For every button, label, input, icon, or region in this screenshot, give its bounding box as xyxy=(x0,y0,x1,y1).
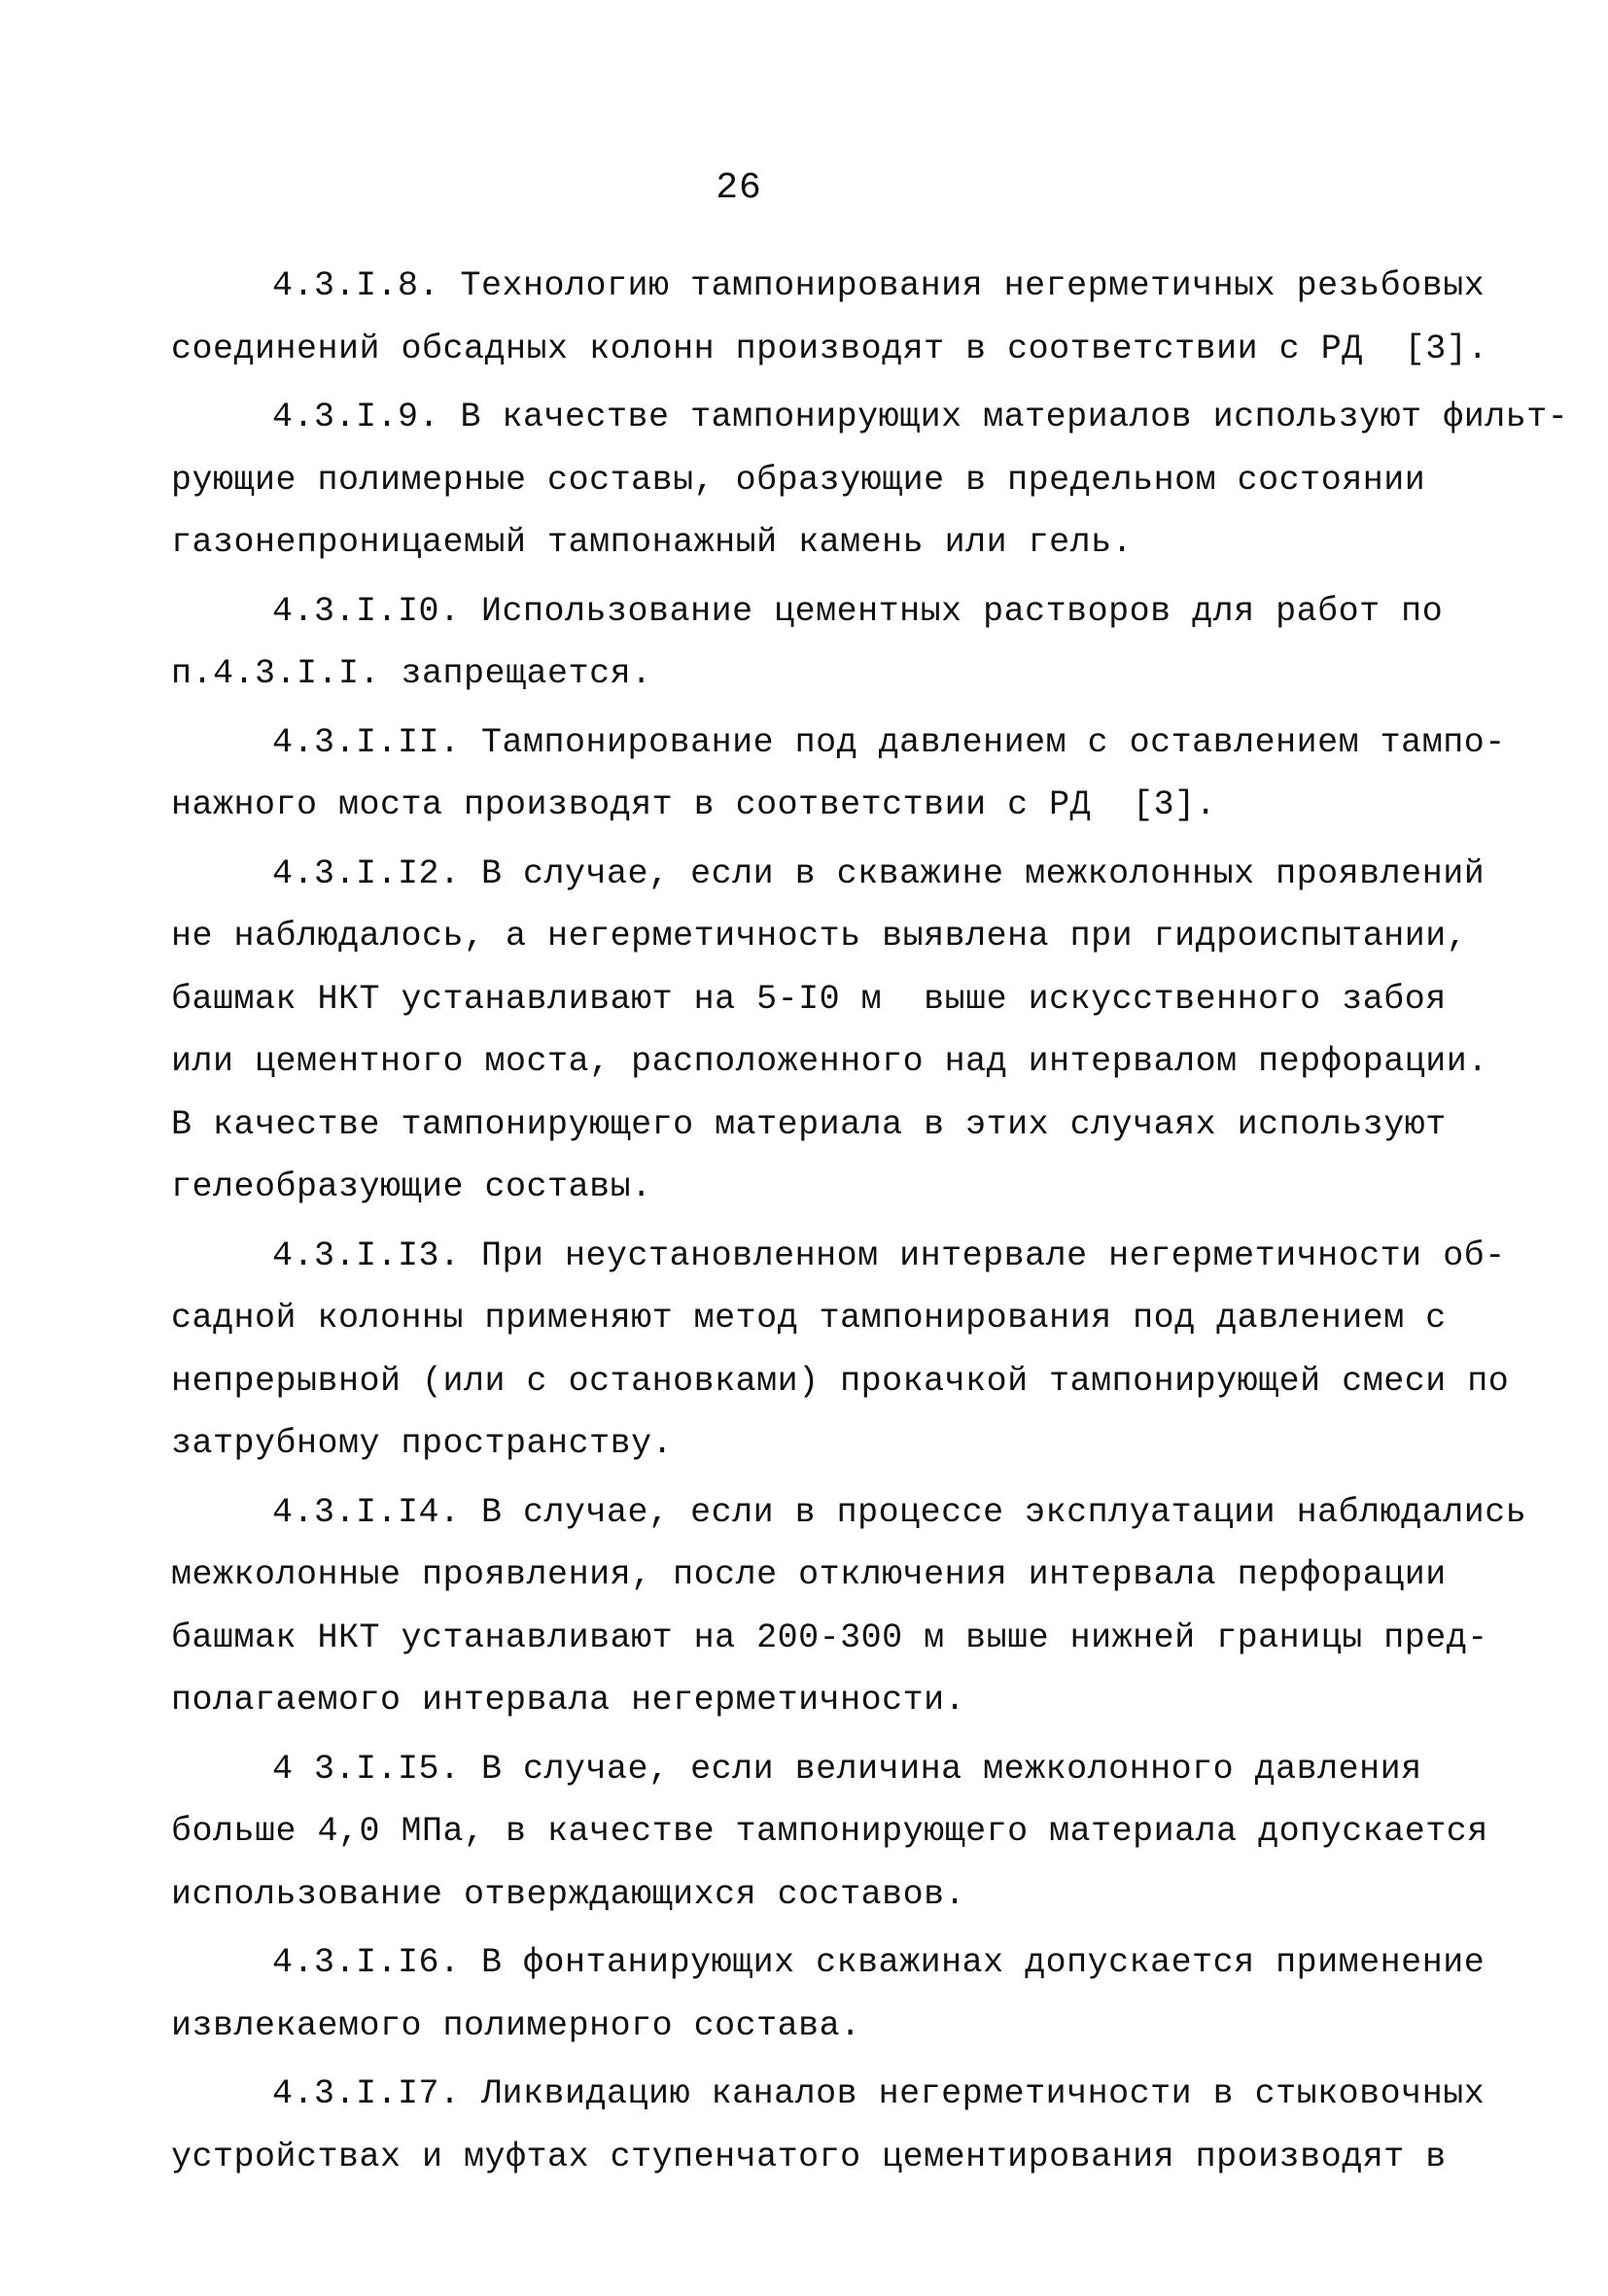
text-line: межколонные проявления, после отключения интервала перфорации xyxy=(171,1555,1447,1594)
document-body xyxy=(171,255,1569,2194)
text-line: полагаемого интервала негерметичности. xyxy=(171,1681,966,1720)
text-line: извлекаемого полимерного состава. xyxy=(171,2005,861,2045)
paragraph-4-3-1-14 xyxy=(171,1481,1527,1732)
text-line: устройствах и муфтах ступенчатого цементирования производят в xyxy=(171,2137,1447,2176)
text-line: 4.3.I.I4. В случае, если в процессе эксплуатации наблюдались xyxy=(272,1492,1527,1532)
text-line: гелеобразующие составы. xyxy=(171,1167,652,1206)
paragraph-4-3-1-9 xyxy=(171,386,1569,574)
page-number: 26 xyxy=(716,167,762,209)
text-line: 4.3.I.I0. Использование цементных растворов для работ по xyxy=(272,591,1444,631)
text-line: 4 3.I.I5. В случае, если величина межколонного давления xyxy=(272,1749,1422,1789)
text-line: нажного моста производят в соответствии с РД [3]. xyxy=(171,785,1217,824)
text-line: 4.3.I.I6. В фонтанирующих скважинах допускается применение xyxy=(272,1943,1486,1982)
text-line: 4.3.I.I3. При неустановленном интервале негерметичности об- xyxy=(272,1235,1506,1275)
text-line: В качестве тампонирующего материала в этих случаях используют xyxy=(171,1104,1447,1144)
text-line: газонепроницаемый тампонажный камень или гель. xyxy=(171,523,1134,562)
paragraph-4-3-1-11 xyxy=(171,712,1506,837)
text-line: башмак НКТ устанавливают на 200-300 м выше нижней границы пред- xyxy=(171,1618,1488,1657)
text-line: рующие полимерные составы, образующие в предельном состоянии xyxy=(171,460,1426,500)
text-line: п.4.3.I.I. запрещается. xyxy=(171,654,652,693)
text-line: 4.3.I.I2. В случае, если в скважине межколонных проявлений xyxy=(272,853,1486,893)
text-line: 4.3.I.8. Технологию тампонирования негерметичных резьбовых xyxy=(272,266,1486,305)
text-line: 4.3.I.II. Тампонирование под давлением с оставлением тампо- xyxy=(272,722,1506,762)
text-line: 4.3.I.9. В качестве тампонирующих материалов используют фильт- xyxy=(272,398,1569,436)
text-line: или цементного моста, расположенного над интервалом перфорации. xyxy=(171,1042,1488,1081)
paragraph-4-3-1-10 xyxy=(171,580,1444,706)
text-line: соединений обсадных колонн производят в соответствии с РД [3]. xyxy=(171,329,1488,368)
paragraph-4-3-1-8 xyxy=(171,255,1488,380)
text-line: не наблюдалось, а негерметичность выявлена при гидроиспытании, xyxy=(171,917,1468,956)
text-line: больше 4,0 МПа, в качестве тампонирующего материала допускается xyxy=(171,1812,1488,1851)
paragraph-4-3-1-17 xyxy=(171,2063,1486,2188)
text-line: непрерывной (или с остановками) прокачкой тампонирующей смеси по xyxy=(171,1361,1510,1401)
text-line: садной колонны применяют метод тампонирования под давлением с xyxy=(171,1299,1447,1338)
paragraph-4-3-1-15 xyxy=(171,1738,1488,1927)
text-line: башмак НКТ устанавливают на 5-I0 м выше искусственного забоя xyxy=(171,979,1447,1019)
text-line: 4.3.I.I7. Ликвидацию каналов негерметичности в стыковочных xyxy=(272,2074,1486,2113)
paragraph-4-3-1-13 xyxy=(171,1225,1510,1476)
text-line: использование отверждающихся составов. xyxy=(171,1874,966,1914)
paragraph-4-3-1-12 xyxy=(171,843,1488,1219)
text-line: затрубному пространству. xyxy=(171,1424,674,1463)
paragraph-4-3-1-16 xyxy=(171,1931,1486,2057)
